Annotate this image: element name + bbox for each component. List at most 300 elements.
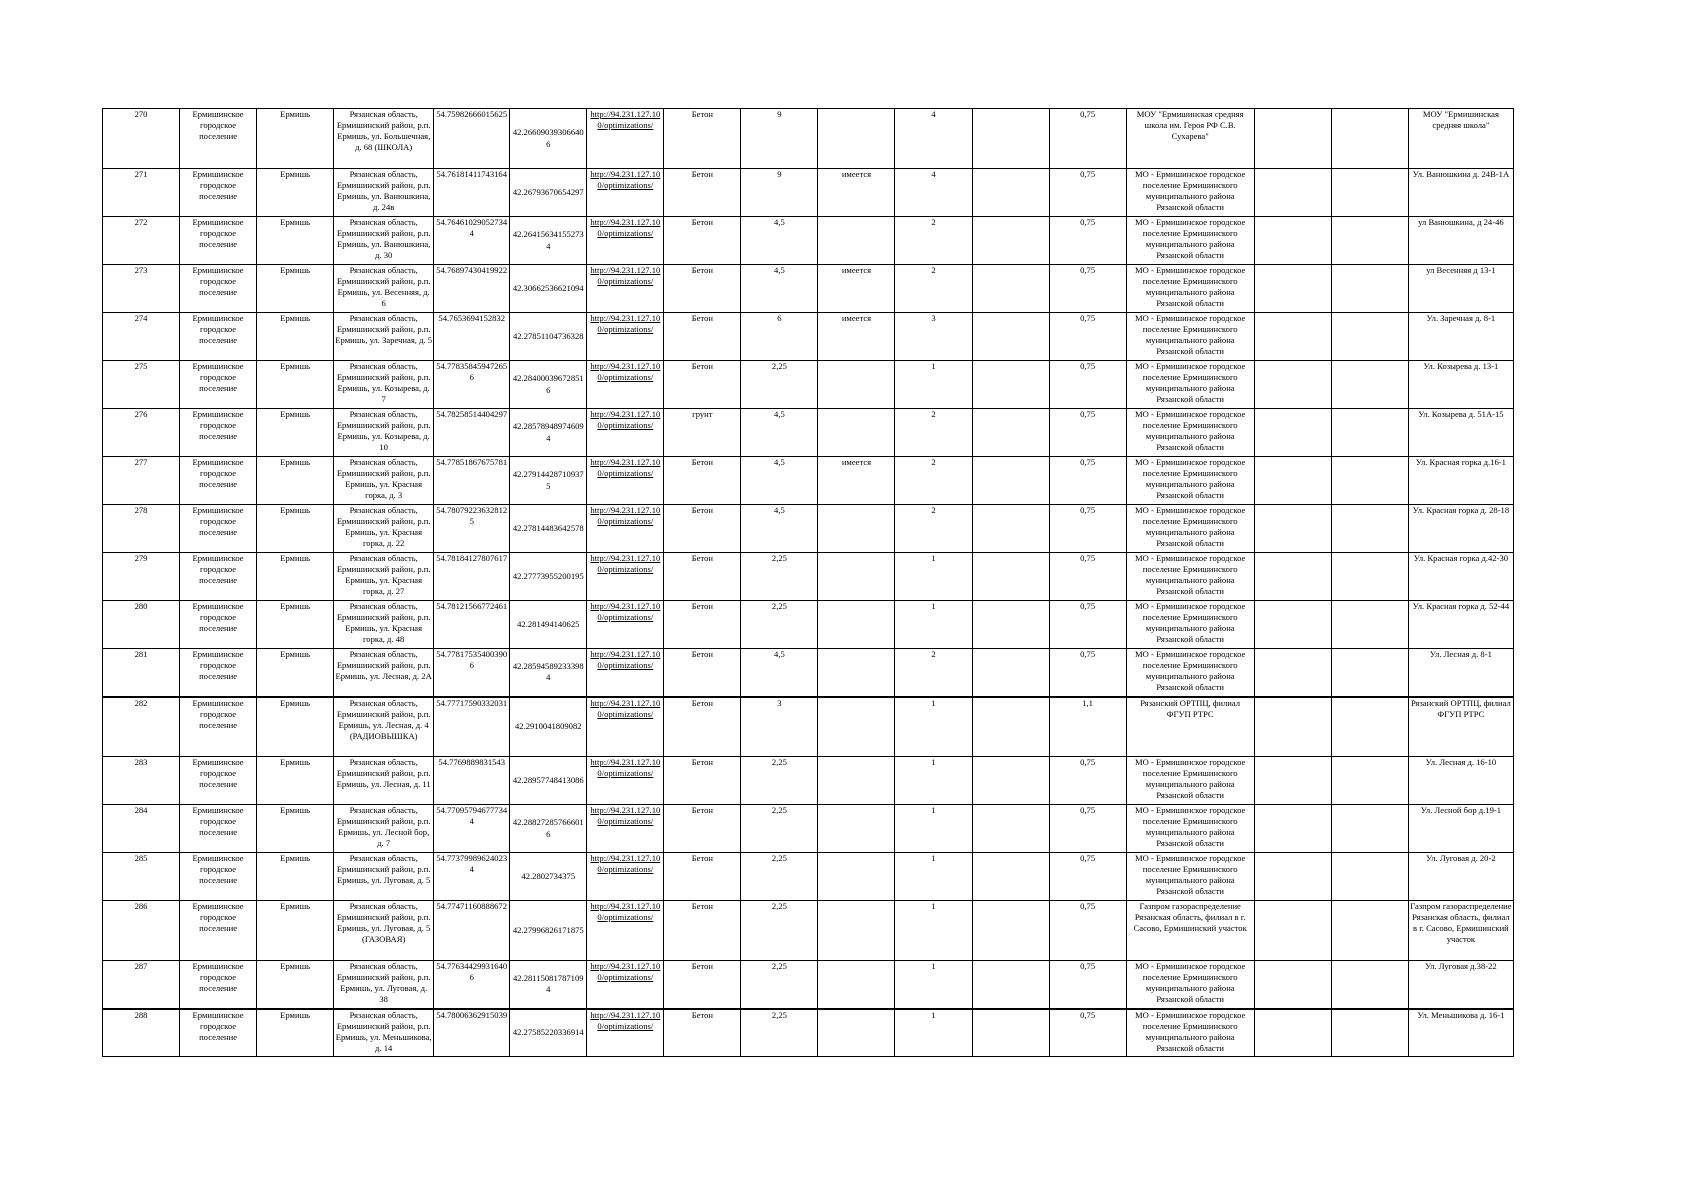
surface-cell: Бетон bbox=[664, 961, 741, 1009]
container-volume-cell: 0,75 bbox=[1049, 361, 1126, 409]
longitude-cell: 42.281494140625 bbox=[510, 601, 587, 649]
locality-cell: Ермишь bbox=[257, 601, 334, 649]
table-row bbox=[103, 853, 1514, 901]
surface-cell: грунт bbox=[664, 409, 741, 457]
site-owner-cell: МО - Ермишинское городское поселение Ермишинского муниципального района Рязанской области bbox=[1126, 853, 1254, 901]
waste-sources-cell: ул Ванюшкина, д 24-46 bbox=[1408, 217, 1513, 265]
empty-cell bbox=[1331, 457, 1408, 505]
fence-cell bbox=[818, 757, 895, 805]
settlement-cell: Ермишинское городское поселение bbox=[180, 169, 257, 217]
planned-containers-cell bbox=[972, 961, 1049, 1009]
address-cell: Рязанская область, Ермишинский район, р.п. Ермишь, ул. Лесная, д. 11 bbox=[334, 757, 434, 805]
address-cell: Рязанская область, Ермишинский район, р.п. Ермишь, ул. Лесная, д. 4 (РАДИОВЫШКА) bbox=[334, 697, 434, 757]
waste-sources-cell: Ул. Лесная д. 16-10 bbox=[1408, 757, 1513, 805]
address-cell: Рязанская область, Ермишинский район, р.п. Ермишь, ул. Красная горка, д. 3 bbox=[334, 457, 434, 505]
waste-sources-cell: Ул. Красная горка д.16-1 bbox=[1408, 457, 1513, 505]
empty-cell bbox=[1254, 265, 1331, 313]
map-link[interactable]: http://94.231.127.10 0/optimizations/ bbox=[590, 265, 661, 287]
locality-cell: Ермишь bbox=[257, 265, 334, 313]
surface-cell: Бетон bbox=[664, 697, 741, 757]
area-cell: 9 bbox=[741, 169, 818, 217]
locality-cell: Ермишь bbox=[257, 901, 334, 961]
map-link bbox=[587, 1009, 664, 1057]
row-number-cell: 281 bbox=[103, 649, 180, 697]
empty-cell bbox=[1254, 457, 1331, 505]
surface-cell: Бетон bbox=[664, 553, 741, 601]
container-volume-cell: 0,75 bbox=[1049, 805, 1126, 853]
empty-cell bbox=[1254, 757, 1331, 805]
site-owner-cell: МО - Ермишинское городское поселение Ермишинского муниципального района Рязанской области bbox=[1126, 457, 1254, 505]
latitude-cell: 54.778175354003906 bbox=[434, 649, 510, 697]
longitude-cell: 42.279144287109375 bbox=[510, 457, 587, 505]
surface-cell: Бетон bbox=[664, 265, 741, 313]
area-cell: 2,25 bbox=[741, 757, 818, 805]
surface-cell: Бетон bbox=[664, 361, 741, 409]
empty-cell bbox=[1254, 1009, 1331, 1057]
empty-cell bbox=[1254, 697, 1331, 757]
planned-containers-cell bbox=[972, 553, 1049, 601]
waste-sources-cell: Ул. Лесная д. 8-1 bbox=[1408, 649, 1513, 697]
latitude-cell: 54.78121566772461 bbox=[434, 601, 510, 649]
address-cell: Рязанская область, Ермишинский район, р.п. Ермишь, ул. Козырева, д. 7 bbox=[334, 361, 434, 409]
empty-cell bbox=[1254, 901, 1331, 961]
row-number-cell: 271 bbox=[103, 169, 180, 217]
map-link[interactable]: http://94.231.127.10 0/optimizations/ bbox=[590, 697, 661, 719]
row-number-cell: 277 bbox=[103, 457, 180, 505]
empty-cell bbox=[1331, 505, 1408, 553]
map-link[interactable]: http://94.231.127.10 0/optimizations/ bbox=[590, 901, 661, 923]
surface-cell: Бетон bbox=[664, 853, 741, 901]
map-link bbox=[587, 169, 664, 217]
area-cell: 2,25 bbox=[741, 1009, 818, 1057]
waste-sources-cell: Газпром газораспределение Рязанская область, филиал в г. Сасово, Ермишинский участок bbox=[1408, 901, 1513, 961]
longitude-cell: 42.266090393066406 bbox=[510, 109, 587, 169]
empty-cell bbox=[1331, 757, 1408, 805]
empty-cell bbox=[1331, 361, 1408, 409]
area-cell: 2,25 bbox=[741, 853, 818, 901]
site-owner-cell: МО - Ермишинское городское поселение Ермишинского муниципального района Рязанской области bbox=[1126, 649, 1254, 697]
map-link[interactable]: http://94.231.127.10 0/optimizations/ bbox=[590, 649, 661, 671]
container-count-cell: 2 bbox=[895, 265, 972, 313]
latitude-cell: 54.778358459472656 bbox=[434, 361, 510, 409]
address-cell: Рязанская область, Ермишинский район, р.п. Ермишь, ул. Меньшикова, д. 14 bbox=[334, 1009, 434, 1057]
waste-sources-cell: Рязанский ОРТПЦ, филиал ФГУП РТРС bbox=[1408, 697, 1513, 757]
empty-cell bbox=[1331, 853, 1408, 901]
empty-cell bbox=[1254, 361, 1331, 409]
planned-containers-cell bbox=[972, 313, 1049, 361]
waste-sources-cell: Ул. Красная горка д. 28-18 bbox=[1408, 505, 1513, 553]
longitude-cell: 42.30662536621094 bbox=[510, 265, 587, 313]
settlement-cell: Ермишинское городское поселение bbox=[180, 361, 257, 409]
container-volume-cell: 0,75 bbox=[1049, 265, 1126, 313]
fence-cell bbox=[818, 217, 895, 265]
surface-cell: Бетон bbox=[664, 109, 741, 169]
area-cell: 4,5 bbox=[741, 505, 818, 553]
map-link[interactable]: http://94.231.127.10 0/optimizations/ bbox=[590, 109, 661, 131]
address-cell: Рязанская область, Ермишинский район, р.п. Ермишь, ул. Красная горка, д. 22 bbox=[334, 505, 434, 553]
map-link bbox=[587, 409, 664, 457]
site-owner-cell: МО - Ермишинское городское поселение Ермишинского муниципального района Рязанской области bbox=[1126, 505, 1254, 553]
fence-cell bbox=[818, 853, 895, 901]
map-link bbox=[587, 217, 664, 265]
fence-cell bbox=[818, 697, 895, 757]
map-link[interactable]: http://94.231.127.10 0/optimizations/ bbox=[590, 553, 661, 575]
empty-cell bbox=[1331, 697, 1408, 757]
settlement-cell: Ермишинское городское поселение bbox=[180, 697, 257, 757]
surface-cell: Бетон bbox=[664, 901, 741, 961]
settlement-cell: Ермишинское городское поселение bbox=[180, 409, 257, 457]
address-cell: Рязанская область, Ермишинский район, р.п. Ермишь, ул. Красная горка, д. 48 bbox=[334, 601, 434, 649]
planned-containers-cell bbox=[972, 601, 1049, 649]
empty-cell bbox=[1331, 217, 1408, 265]
map-link[interactable]: http://94.231.127.10 0/optimizations/ bbox=[590, 457, 661, 479]
container-count-cell: 1 bbox=[895, 853, 972, 901]
map-link bbox=[587, 961, 664, 1009]
container-count-cell: 3 bbox=[895, 313, 972, 361]
container-volume-cell: 0,75 bbox=[1049, 313, 1126, 361]
container-volume-cell: 1,1 bbox=[1049, 697, 1126, 757]
latitude-cell: 54.780792236328125 bbox=[434, 505, 510, 553]
area-cell: 2,25 bbox=[741, 361, 818, 409]
map-link[interactable]: http://94.231.127.10 0/optimizations/ bbox=[590, 505, 661, 527]
locality-cell: Ермишь bbox=[257, 649, 334, 697]
container-count-cell: 1 bbox=[895, 361, 972, 409]
container-count-cell: 2 bbox=[895, 217, 972, 265]
container-volume-cell: 0,75 bbox=[1049, 757, 1126, 805]
surface-cell: Бетон bbox=[664, 601, 741, 649]
waste-sources-cell: Ул. Козырева д. 51А-15 bbox=[1408, 409, 1513, 457]
table-row bbox=[103, 265, 1514, 313]
map-link[interactable]: http://94.231.127.10 0/optimizations/ bbox=[590, 1009, 661, 1031]
waste-sources-cell: Ул. Луговая д.38-22 bbox=[1408, 961, 1513, 1009]
longitude-cell: 42.285789489746094 bbox=[510, 409, 587, 457]
area-cell: 2,25 bbox=[741, 805, 818, 853]
waste-sources-cell: Ул. Луговая д. 20-2 bbox=[1408, 853, 1513, 901]
table-row bbox=[103, 217, 1514, 265]
empty-cell bbox=[1254, 409, 1331, 457]
waste-sites-registry-table bbox=[102, 108, 1514, 1057]
table-row bbox=[103, 757, 1514, 805]
map-link[interactable]: http://94.231.127.10 0/optimizations/ bbox=[590, 361, 661, 383]
empty-cell bbox=[1254, 109, 1331, 169]
empty-cell bbox=[1254, 169, 1331, 217]
settlement-cell: Ермишинское городское поселение bbox=[180, 553, 257, 601]
empty-cell bbox=[1331, 961, 1408, 1009]
locality-cell: Ермишь bbox=[257, 409, 334, 457]
surface-cell: Бетон bbox=[664, 457, 741, 505]
map-link bbox=[587, 649, 664, 697]
fence-cell: имеется bbox=[818, 313, 895, 361]
map-link bbox=[587, 265, 664, 313]
surface-cell: Бетон bbox=[664, 313, 741, 361]
site-owner-cell: МО - Ермишинское городское поселение Ермишинского муниципального района Рязанской области bbox=[1126, 805, 1254, 853]
fence-cell bbox=[818, 601, 895, 649]
fence-cell bbox=[818, 109, 895, 169]
site-owner-cell: МО - Ермишинское городское поселение Ермишинского муниципального района Рязанской области bbox=[1126, 313, 1254, 361]
fence-cell bbox=[818, 505, 895, 553]
map-link bbox=[587, 697, 664, 757]
site-owner-cell: МО - Ермишинское городское поселение Ермишинского муниципального района Рязанской области bbox=[1126, 361, 1254, 409]
surface-cell: Бетон bbox=[664, 805, 741, 853]
area-cell: 4,5 bbox=[741, 265, 818, 313]
empty-cell bbox=[1331, 265, 1408, 313]
address-cell: Рязанская область, Ермишинский район, р.п. Ермишь, ул. Весенняя, д. 6 bbox=[334, 265, 434, 313]
longitude-cell: 42.285945892333984 bbox=[510, 649, 587, 697]
planned-containers-cell bbox=[972, 361, 1049, 409]
table-row bbox=[103, 649, 1514, 697]
settlement-cell: Ермишинское городское поселение bbox=[180, 109, 257, 169]
site-owner-cell: МО - Ермишинское городское поселение Ермишинского муниципального района Рязанской области bbox=[1126, 757, 1254, 805]
latitude-cell: 54.78258514404297 bbox=[434, 409, 510, 457]
site-owner-cell: МО - Ермишинское городское поселение Ермишинского муниципального района Рязанской области bbox=[1126, 409, 1254, 457]
empty-cell bbox=[1254, 853, 1331, 901]
container-count-cell: 1 bbox=[895, 805, 972, 853]
fence-cell: имеется bbox=[818, 457, 895, 505]
locality-cell: Ермишь bbox=[257, 553, 334, 601]
map-link[interactable]: http://94.231.127.10 0/optimizations/ bbox=[590, 169, 661, 191]
longitude-cell: 42.284000396728516 bbox=[510, 361, 587, 409]
empty-cell bbox=[1254, 553, 1331, 601]
area-cell: 2,25 bbox=[741, 601, 818, 649]
locality-cell: Ермишь bbox=[257, 169, 334, 217]
empty-cell bbox=[1254, 601, 1331, 649]
container-volume-cell: 0,75 bbox=[1049, 505, 1126, 553]
latitude-cell: 54.77717590332031 bbox=[434, 697, 510, 757]
settlement-cell: Ермишинское городское поселение bbox=[180, 217, 257, 265]
longitude-cell: 42.281150817871094 bbox=[510, 961, 587, 1009]
address-cell: Рязанская область, Ермишинский район, р.п. Ермишь, ул. Луговая, д. 5 bbox=[334, 853, 434, 901]
planned-containers-cell bbox=[972, 757, 1049, 805]
locality-cell: Ермишь bbox=[257, 805, 334, 853]
fence-cell: имеется bbox=[818, 265, 895, 313]
address-cell: Рязанская область, Ермишинский район, р.п. Ермишь, ул. Козырева, д. 10 bbox=[334, 409, 434, 457]
table-row bbox=[103, 313, 1514, 361]
row-number-cell: 283 bbox=[103, 757, 180, 805]
row-number-cell: 288 bbox=[103, 1009, 180, 1057]
container-volume-cell: 0,75 bbox=[1049, 961, 1126, 1009]
settlement-cell: Ермишинское городское поселение bbox=[180, 901, 257, 961]
container-volume-cell: 0,75 bbox=[1049, 109, 1126, 169]
planned-containers-cell bbox=[972, 217, 1049, 265]
longitude-cell: 42.27996826171875 bbox=[510, 901, 587, 961]
settlement-cell: Ермишинское городское поселение bbox=[180, 1009, 257, 1057]
settlement-cell: Ермишинское городское поселение bbox=[180, 313, 257, 361]
container-count-cell: 1 bbox=[895, 901, 972, 961]
fence-cell bbox=[818, 649, 895, 697]
locality-cell: Ермишь bbox=[257, 457, 334, 505]
map-link bbox=[587, 457, 664, 505]
settlement-cell: Ермишинское городское поселение bbox=[180, 805, 257, 853]
longitude-cell: 42.26793670654297 bbox=[510, 169, 587, 217]
planned-containers-cell bbox=[972, 805, 1049, 853]
area-cell: 4,5 bbox=[741, 649, 818, 697]
empty-cell bbox=[1331, 649, 1408, 697]
site-owner-cell: МОУ "Ермишинская средняя школа им. Героя РФ С.В. Сухарева" bbox=[1126, 109, 1254, 169]
address-cell: Рязанская область, Ермишинский район, р.п. Ермишь, ул. Ванюшкина, д. 24в bbox=[334, 169, 434, 217]
surface-cell: Бетон bbox=[664, 169, 741, 217]
empty-cell bbox=[1331, 313, 1408, 361]
fence-cell bbox=[818, 805, 895, 853]
address-cell: Рязанская область, Ермишинский район, р.п. Ермишь, ул. Луговая, д. 5 (ГАЗОВАЯ) bbox=[334, 901, 434, 961]
locality-cell: Ермишь bbox=[257, 109, 334, 169]
area-cell: 4,5 bbox=[741, 217, 818, 265]
table-row bbox=[103, 601, 1514, 649]
surface-cell: Бетон bbox=[664, 505, 741, 553]
row-number-cell: 286 bbox=[103, 901, 180, 961]
container-volume-cell: 0,75 bbox=[1049, 169, 1126, 217]
planned-containers-cell bbox=[972, 505, 1049, 553]
area-cell: 4,5 bbox=[741, 457, 818, 505]
map-link[interactable]: http://94.231.127.10 0/optimizations/ bbox=[590, 217, 661, 239]
empty-cell bbox=[1331, 805, 1408, 853]
table-row bbox=[103, 409, 1514, 457]
site-owner-cell: Рязанский ОРТПЦ, филиал ФГУП РТРС bbox=[1126, 697, 1254, 757]
row-number-cell: 273 bbox=[103, 265, 180, 313]
longitude-cell: 42.264156341552734 bbox=[510, 217, 587, 265]
row-number-cell: 275 bbox=[103, 361, 180, 409]
settlement-cell: Ермишинское городское поселение bbox=[180, 505, 257, 553]
settlement-cell: Ермишинское городское поселение bbox=[180, 853, 257, 901]
fence-cell bbox=[818, 901, 895, 961]
latitude-cell: 54.773799896240234 bbox=[434, 853, 510, 901]
latitude-cell: 54.78006362915039 bbox=[434, 1009, 510, 1057]
map-link[interactable]: http://94.231.127.10 0/optimizations/ bbox=[590, 757, 661, 779]
address-cell: Рязанская область, Ермишинский район, р.п. Ермишь, ул. Ванюшкина, д. 30 bbox=[334, 217, 434, 265]
planned-containers-cell bbox=[972, 853, 1049, 901]
settlement-cell: Ермишинское городское поселение bbox=[180, 961, 257, 1009]
planned-containers-cell bbox=[972, 901, 1049, 961]
latitude-cell: 54.76897430419922 bbox=[434, 265, 510, 313]
map-link[interactable]: http://94.231.127.10 0/optimizations/ bbox=[590, 409, 661, 431]
container-volume-cell: 0,75 bbox=[1049, 217, 1126, 265]
registry-sheet bbox=[102, 108, 1514, 1057]
table-row bbox=[103, 109, 1514, 169]
longitude-cell: 42.288272857666016 bbox=[510, 805, 587, 853]
container-count-cell: 2 bbox=[895, 457, 972, 505]
area-cell: 3 bbox=[741, 697, 818, 757]
fence-cell bbox=[818, 961, 895, 1009]
address-cell: Рязанская область, Ермишинский район, р.п. Ермишь, ул. Красная горка, д. 27 bbox=[334, 553, 434, 601]
map-link[interactable]: http://94.231.127.10 0/optimizations/ bbox=[590, 805, 661, 827]
locality-cell: Ермишь bbox=[257, 313, 334, 361]
latitude-cell: 54.7769889831543 bbox=[434, 757, 510, 805]
latitude-cell: 54.770957946777344 bbox=[434, 805, 510, 853]
latitude-cell: 54.7653694152832 bbox=[434, 313, 510, 361]
locality-cell: Ермишь bbox=[257, 697, 334, 757]
row-number-cell: 282 bbox=[103, 697, 180, 757]
surface-cell: Бетон bbox=[664, 757, 741, 805]
container-count-cell: 4 bbox=[895, 169, 972, 217]
empty-cell bbox=[1254, 805, 1331, 853]
empty-cell bbox=[1331, 901, 1408, 961]
planned-containers-cell bbox=[972, 1009, 1049, 1057]
map-link bbox=[587, 361, 664, 409]
empty-cell bbox=[1331, 409, 1408, 457]
empty-cell bbox=[1331, 169, 1408, 217]
container-volume-cell: 0,75 bbox=[1049, 601, 1126, 649]
surface-cell: Бетон bbox=[664, 217, 741, 265]
map-link[interactable]: http://94.231.127.10 0/optimizations/ bbox=[590, 853, 661, 875]
locality-cell: Ермишь bbox=[257, 217, 334, 265]
table-row bbox=[103, 1009, 1514, 1057]
settlement-cell: Ермишинское городское поселение bbox=[180, 601, 257, 649]
longitude-cell: 42.27585220336914 bbox=[510, 1009, 587, 1057]
row-number-cell: 272 bbox=[103, 217, 180, 265]
table-row bbox=[103, 697, 1514, 757]
settlement-cell: Ермишинское городское поселение bbox=[180, 457, 257, 505]
area-cell: 4,5 bbox=[741, 409, 818, 457]
container-volume-cell: 0,75 bbox=[1049, 457, 1126, 505]
container-count-cell: 1 bbox=[895, 553, 972, 601]
table-row bbox=[103, 901, 1514, 961]
container-volume-cell: 0,75 bbox=[1049, 901, 1126, 961]
address-cell: Рязанская область, Ермишинский район, р.п. Ермишь, ул. Луговая, д. 38 bbox=[334, 961, 434, 1009]
settlement-cell: Ермишинское городское поселение bbox=[180, 757, 257, 805]
site-owner-cell: МО - Ермишинское городское поселение Ермишинского муниципального района Рязанской области bbox=[1126, 553, 1254, 601]
locality-cell: Ермишь bbox=[257, 961, 334, 1009]
table-row bbox=[103, 961, 1514, 1009]
longitude-cell: 42.27814483642578 bbox=[510, 505, 587, 553]
planned-containers-cell bbox=[972, 697, 1049, 757]
site-owner-cell: МО - Ермишинское городское поселение Ермишинского муниципального района Рязанской области bbox=[1126, 265, 1254, 313]
table-row bbox=[103, 505, 1514, 553]
area-cell: 2,25 bbox=[741, 553, 818, 601]
waste-sources-cell: Ул. Заречная д. 8-1 bbox=[1408, 313, 1513, 361]
locality-cell: Ермишь bbox=[257, 1009, 334, 1057]
address-cell: Рязанская область, Ермишинский район, р.п. Ермишь, ул. Большечная, д. 68 (ШКОЛА) bbox=[334, 109, 434, 169]
empty-cell bbox=[1254, 313, 1331, 361]
map-link[interactable]: http://94.231.127.10 0/optimizations/ bbox=[590, 313, 661, 335]
map-link[interactable]: http://94.231.127.10 0/optimizations/ bbox=[590, 961, 661, 983]
area-cell: 2,25 bbox=[741, 961, 818, 1009]
fence-cell bbox=[818, 1009, 895, 1057]
table-row bbox=[103, 361, 1514, 409]
longitude-cell: 42.2802734375 bbox=[510, 853, 587, 901]
waste-sources-cell: Ул. Красная горка д.42-30 bbox=[1408, 553, 1513, 601]
latitude-cell: 54.764610290527344 bbox=[434, 217, 510, 265]
row-number-cell: 280 bbox=[103, 601, 180, 649]
surface-cell: Бетон bbox=[664, 649, 741, 697]
settlement-cell: Ермишинское городское поселение bbox=[180, 649, 257, 697]
empty-cell bbox=[1254, 649, 1331, 697]
container-volume-cell: 0,75 bbox=[1049, 553, 1126, 601]
latitude-cell: 54.77851867675781 bbox=[434, 457, 510, 505]
area-cell: 2,25 bbox=[741, 901, 818, 961]
row-number-cell: 270 bbox=[103, 109, 180, 169]
address-cell: Рязанская область, Ермишинский район, р.п. Ермишь, ул. Лесной бор, д. 7 bbox=[334, 805, 434, 853]
map-link bbox=[587, 109, 664, 169]
table-row bbox=[103, 169, 1514, 217]
container-volume-cell: 0,75 bbox=[1049, 649, 1126, 697]
fence-cell bbox=[818, 361, 895, 409]
longitude-cell: 42.2910041809082 bbox=[510, 697, 587, 757]
waste-sources-cell: МОУ "Ермишинская средняя школа" bbox=[1408, 109, 1513, 169]
row-number-cell: 285 bbox=[103, 853, 180, 901]
row-number-cell: 287 bbox=[103, 961, 180, 1009]
empty-cell bbox=[1254, 961, 1331, 1009]
waste-sources-cell: Ул. Красная горка д. 52-44 bbox=[1408, 601, 1513, 649]
latitude-cell: 54.76181411743164 bbox=[434, 169, 510, 217]
row-number-cell: 276 bbox=[103, 409, 180, 457]
map-link bbox=[587, 805, 664, 853]
container-count-cell: 1 bbox=[895, 601, 972, 649]
row-number-cell: 278 bbox=[103, 505, 180, 553]
table-row bbox=[103, 457, 1514, 505]
map-link[interactable]: http://94.231.127.10 0/optimizations/ bbox=[590, 601, 661, 623]
container-volume-cell: 0,75 bbox=[1049, 853, 1126, 901]
empty-cell bbox=[1254, 505, 1331, 553]
empty-cell bbox=[1331, 109, 1408, 169]
